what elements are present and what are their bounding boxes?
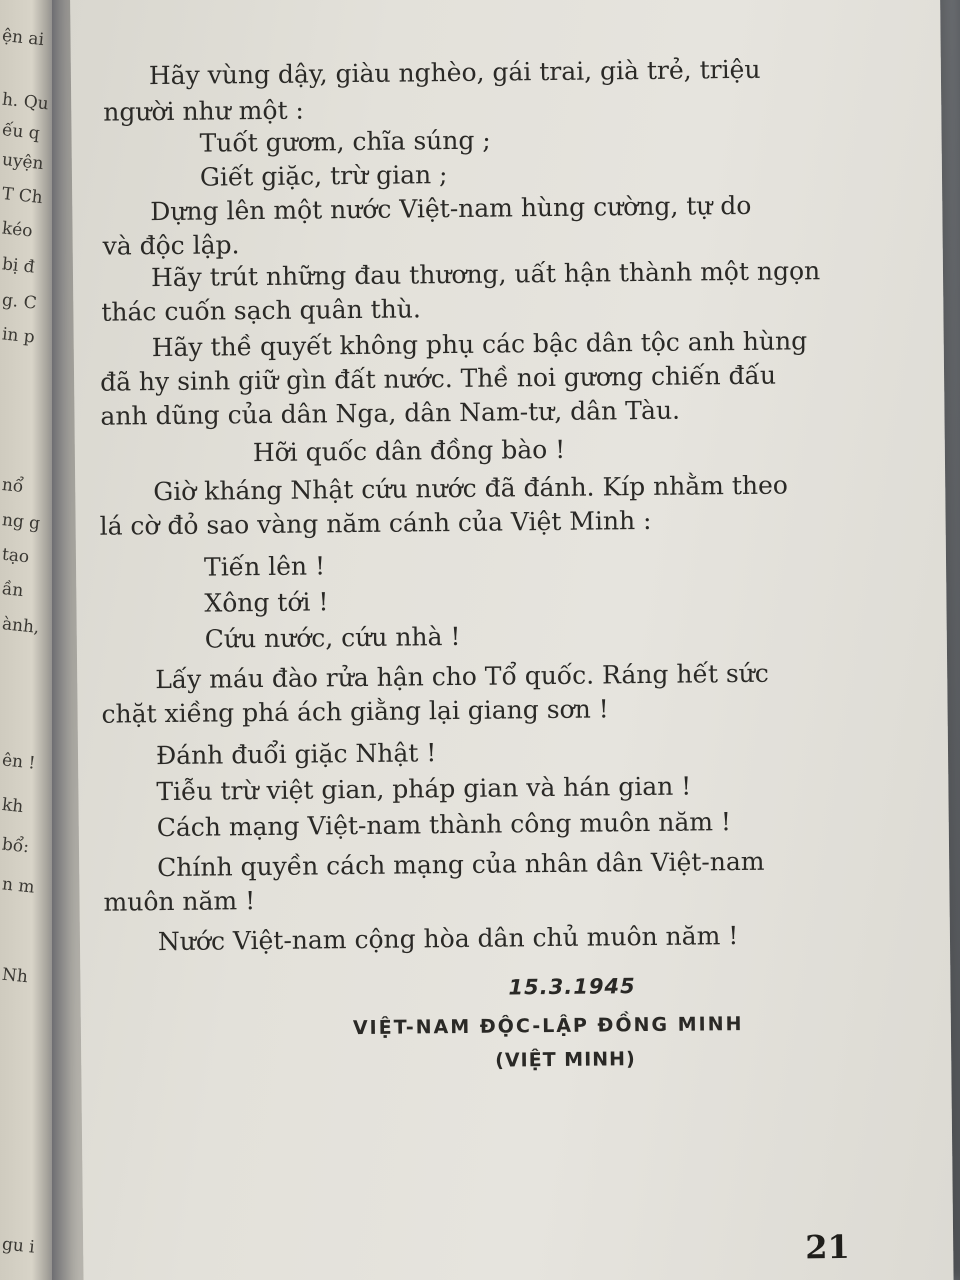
facing-page-fragment: tạo [1, 544, 31, 568]
text-line: Hỡi quốc dân đồng bào ! [252, 434, 566, 468]
facing-page-fragment: h. Qu [1, 89, 50, 115]
facing-page-fragment: ếu q [1, 120, 41, 144]
text-line: Tiễu trừ việt gian, pháp gian và hán gian ! [156, 771, 692, 807]
text-line: Chính quyền cách mạng của nhân dân Việt-nam [157, 846, 765, 883]
facing-page-edge [0, 0, 58, 1280]
facing-page-fragment: ần [1, 578, 25, 602]
text-line: thác cuốn sạch quân thù. [101, 294, 421, 327]
facing-page-fragment: bổ: [1, 834, 30, 858]
facing-page-fragment: T Ch [1, 183, 44, 209]
text-line: người như một : [103, 95, 305, 127]
facing-page-fragment: n m [1, 874, 36, 898]
facing-page-fragment: kéo [1, 218, 34, 242]
text-line: Hãy trút những đau thương, uất hận thành một ngọn [150, 256, 821, 293]
facing-page-fragment: g. C [1, 290, 38, 314]
facing-page-fragment: gu i [1, 1234, 36, 1258]
text-line: Cứu nước, cứu nhà ! [204, 621, 461, 654]
text-line: Giờ kháng Nhật cứu nước đã đánh. Kíp nhằm theo [153, 470, 789, 507]
facing-page-fragment: ên ! [1, 750, 37, 774]
text-line: muôn năm ! [103, 886, 256, 917]
text-line: Xông tới ! [204, 587, 329, 618]
text-line: Hãy vùng dậy, giàu nghèo, gái trai, già trẻ, triệu [148, 54, 761, 91]
text-line: Lấy máu đào rửa hận cho Tổ quốc. Ráng hết sức [155, 658, 769, 695]
page-number: 21 [805, 1227, 850, 1267]
text-line: và độc lập. [102, 230, 240, 261]
signature-date: 15.3.1945 [508, 974, 636, 1000]
facing-page-fragment: ện ai [1, 25, 45, 51]
text-line: chặt xiềng phá ách giằng lại giang sơn ! [101, 694, 609, 729]
facing-page-fragment: nổ [1, 474, 25, 498]
facing-page-fragment: uyện [1, 149, 45, 175]
text-line: Dựng lên một nước Việt-nam hùng cường, tự do [150, 190, 752, 227]
text-line: lá cờ đỏ sao vàng năm cánh của Việt Minh : [99, 505, 652, 541]
text-line: Tiến lên ! [203, 551, 326, 582]
facing-page-fragment: in p [1, 324, 36, 348]
text-line: Tuốt gươm, chĩa súng ; [199, 125, 491, 158]
text-line: đã hy sinh giữ gìn đất nước. Thề noi gương chiến đấu [99, 360, 777, 397]
facing-page-fragment: kh [1, 794, 25, 818]
text-line: Đánh đuổi giặc Nhật ! [155, 738, 437, 771]
signature-short-name: (VIỆT MINH) [495, 1048, 636, 1072]
text-line: Giết giặc, trừ gian ; [199, 160, 448, 192]
text-line: Nước Việt-nam cộng hòa dân chủ muôn năm ! [157, 921, 739, 957]
text-line: anh dũng của dân Nga, dân Nam-tư, dân Tàu. [100, 395, 681, 431]
facing-page-fragment: bị đ [1, 254, 36, 278]
text-line: Cách mạng Việt-nam thành công muôn năm ! [156, 807, 732, 843]
facing-page-fragment: Nh [1, 964, 29, 988]
book-page [70, 0, 954, 1280]
facing-page-fragment: ành, [1, 614, 41, 638]
facing-page-fragment: ng g [1, 510, 42, 534]
signature-organization: VIỆT-NAM ĐỘC-LẬP ĐỒNG MINH [352, 1013, 744, 1040]
text-line: Hãy thề quyết không phụ các bậc dân tộc anh hùng [151, 326, 808, 363]
